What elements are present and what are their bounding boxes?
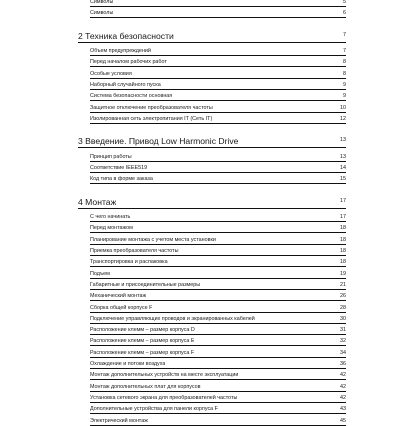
section-title: 4 Монтаж: [78, 196, 117, 207]
toc-entry[interactable]: [90, 67, 346, 79]
toc-entry[interactable]: [90, 89, 346, 101]
page-number: 15: [340, 176, 346, 183]
page-number: 42: [340, 383, 346, 390]
entry-title: Транспортировка и распаковка: [90, 259, 168, 266]
page-number: 42: [340, 372, 346, 379]
toc-entry[interactable]: [90, 112, 346, 124]
toc-entry[interactable]: [90, 346, 346, 358]
toc-entry[interactable]: [90, 323, 346, 335]
entry-title: Особые условия: [90, 70, 132, 77]
toc-entry[interactable]: [90, 233, 346, 245]
toc-entry[interactable]: [90, 391, 346, 403]
page-number: 30: [340, 315, 346, 322]
page-number: 19: [340, 270, 346, 277]
entry-title: Установка сетевого экрана для преобразователей частоты: [90, 394, 238, 401]
entry-title: Монтаж дополнительных устройств на месте эксплуатации: [90, 372, 239, 379]
page-number: 26: [340, 293, 346, 300]
page-number: 18: [340, 259, 346, 266]
entry-title: Объем предупреждений: [90, 48, 151, 55]
page-number: 8: [343, 59, 346, 66]
page-number: 21: [340, 281, 346, 288]
toc-entry[interactable]: [90, 161, 346, 173]
toc-entry[interactable]: [90, 414, 346, 426]
page-number: 8: [343, 70, 346, 77]
entry-title: Изолированная сеть электропитания IT (Сеть IT): [90, 115, 213, 122]
toc-entry[interactable]: [90, 278, 346, 290]
page-number: 36: [340, 361, 346, 367]
entry-title: Габаритные и присоединительные размеры: [90, 281, 201, 288]
entry-title: Охлаждение и потоки воздуха: [90, 361, 166, 367]
entry-title: Перед началом рабочих работ: [90, 59, 167, 66]
entry-title: Механический монтаж: [90, 293, 147, 300]
page-number: 42: [340, 394, 346, 401]
entry-title: Символы: [90, 10, 114, 17]
toc-entry[interactable]: [90, 334, 346, 346]
page-number: 13: [340, 137, 346, 144]
page-number: 17: [340, 197, 346, 204]
entry-title: Соответствие IEEE519: [90, 165, 148, 171]
entry-title: Подключение управляющих проводов и экранированных кабелей: [90, 315, 255, 322]
toc-entry[interactable]: [90, 150, 346, 162]
entry-title: Сборка общей корпусе F: [90, 304, 153, 311]
page-number: 17: [340, 214, 346, 221]
page-number: 45: [340, 417, 346, 424]
entry-title: Приемка преобразователя частоты: [90, 248, 179, 254]
page-number: 7: [343, 48, 346, 55]
page-number: 9: [343, 82, 346, 88]
page-number: 18: [340, 248, 346, 254]
entry-title: Перед монтажом: [90, 225, 133, 232]
toc-entry[interactable]: [90, 255, 346, 267]
page-number: 9: [343, 93, 346, 100]
toc-entry[interactable]: [90, 244, 346, 256]
entry-title: Расположение клемм – размер корпуса F: [90, 349, 195, 356]
toc-entry[interactable]: [90, 172, 346, 184]
page-number: 13: [340, 153, 346, 160]
toc-entry[interactable]: [90, 402, 346, 414]
toc-entry[interactable]: [90, 6, 346, 18]
page-number: 7: [343, 31, 346, 38]
toc-entry[interactable]: [90, 221, 346, 233]
page-number: 14: [340, 165, 346, 171]
page-number: 18: [340, 225, 346, 232]
page-number: 6: [343, 10, 346, 17]
entry-title: Наборный случайного пуска: [90, 82, 161, 88]
page-number: 31: [340, 327, 346, 334]
toc-entry[interactable]: [90, 301, 346, 313]
entry-title: Расположение клемм – размер корпуса E: [90, 338, 195, 345]
page-number: 18: [340, 236, 346, 243]
entry-title: Код типа в форме заказа: [90, 176, 153, 183]
entry-title: С чего начинать: [90, 214, 131, 221]
entry-title: Символы: [90, 0, 114, 5]
entry-title: Дополнительные устройства для панели корпуса F: [90, 406, 218, 413]
page-number: 10: [340, 104, 346, 111]
page-number: 34: [340, 349, 346, 356]
page-number: 28: [340, 304, 346, 311]
toc-entry[interactable]: [90, 312, 346, 324]
entry-title: Электрический монтаж: [90, 417, 148, 424]
toc-entry[interactable]: [90, 289, 346, 301]
toc-entry[interactable]: [90, 357, 346, 369]
entry-title: Монтаж дополнительных плат для корпусов: [90, 383, 201, 390]
entry-title: Подъем: [90, 270, 110, 277]
toc-section-heading[interactable]: [78, 194, 346, 209]
page-number: 5: [343, 0, 346, 5]
toc-section-heading[interactable]: [78, 133, 346, 148]
entry-title: Принцип работы: [90, 153, 132, 160]
page-number: 12: [340, 115, 346, 122]
section-title: 3 Введение. Привод Low Harmonic Drive: [78, 136, 239, 147]
toc-entry[interactable]: [90, 210, 346, 222]
entry-title: Планирование монтажа с учетом места установки: [90, 236, 216, 243]
entry-title: Система безопасности основная: [90, 93, 173, 100]
toc-entry[interactable]: [90, 78, 346, 90]
toc-entry[interactable]: [90, 55, 346, 67]
toc-section-heading[interactable]: [78, 28, 346, 43]
page-number: 32: [340, 338, 346, 345]
toc-entry[interactable]: [90, 101, 346, 113]
section-title: 2 Техника безопасности: [78, 30, 174, 41]
toc-entry[interactable]: [90, 44, 346, 56]
page-number: 43: [340, 406, 346, 413]
toc-entry[interactable]: [90, 380, 346, 392]
entry-title: Расположение клемм – размер корпуса D: [90, 327, 195, 334]
toc-entry[interactable]: [90, 368, 346, 380]
entry-title: Защитное отключение преобразователя частоты: [90, 104, 213, 111]
toc-entry[interactable]: [90, 267, 346, 279]
